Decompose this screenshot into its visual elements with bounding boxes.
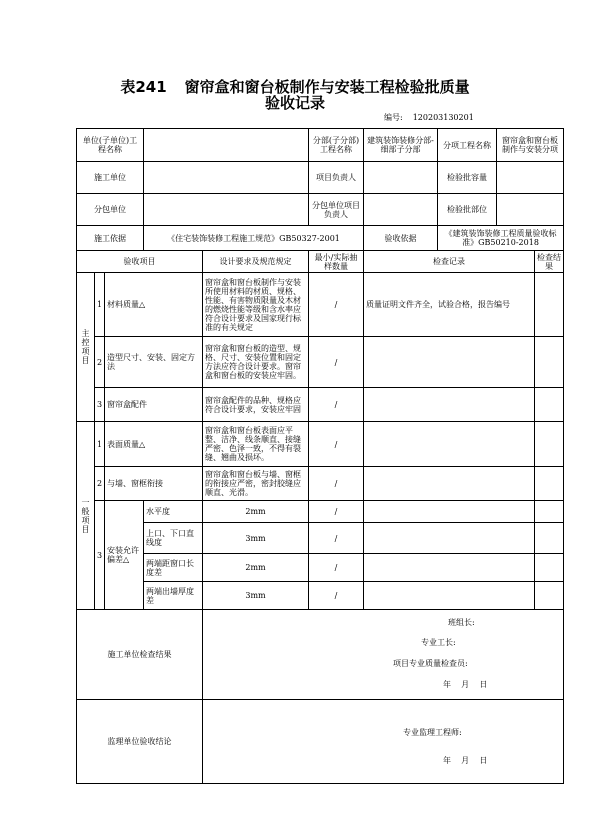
table-row-no: 3 bbox=[95, 388, 105, 422]
supervision-result-sign-area[interactable] bbox=[203, 700, 564, 784]
deviation-item-name: 上口、下口直线度 bbox=[144, 523, 203, 554]
table-row-sample[interactable]: / bbox=[309, 273, 364, 337]
inspector-label: 项目专业质量检查员: bbox=[393, 659, 468, 668]
table-row-result[interactable] bbox=[535, 337, 564, 388]
table-row-sample[interactable]: / bbox=[309, 337, 364, 388]
deviation-item-value: 3mm bbox=[203, 523, 309, 554]
table-row-no: 2 bbox=[95, 337, 105, 388]
construction-result-label: 施工单位检查结果 bbox=[77, 610, 203, 700]
table-row-no: 2 bbox=[95, 467, 105, 501]
deviation-no: 3 bbox=[95, 501, 105, 610]
table-row-result[interactable] bbox=[535, 273, 564, 337]
deviation-item-value: 2mm bbox=[203, 501, 309, 523]
deviation-item-sample[interactable]: / bbox=[309, 501, 364, 523]
subcontract-unit-label: 分包单位 bbox=[77, 194, 144, 226]
batch-capacity-label: 检验批容量 bbox=[438, 162, 497, 194]
supervision-result-label: 监理单位验收结论 bbox=[77, 700, 203, 784]
deviation-item-name: 两端距窗口长度差 bbox=[144, 554, 203, 582]
code-line bbox=[384, 112, 484, 123]
supervision-engineer-label: 专业监理工程师: bbox=[403, 728, 462, 737]
col-design-header: 设计要求及规范规定 bbox=[203, 251, 309, 273]
table-row-result[interactable] bbox=[535, 388, 564, 422]
construction-result-sign-area[interactable] bbox=[203, 610, 564, 700]
table-row-no: 1 bbox=[95, 422, 105, 467]
deviation-item-result[interactable] bbox=[535, 554, 564, 582]
project-leader-label: 项目负责人 bbox=[309, 162, 364, 194]
deviation-item-result[interactable] bbox=[535, 582, 564, 610]
table-row-sample[interactable]: / bbox=[309, 467, 364, 501]
general-items-label: 一般项目 bbox=[77, 422, 95, 610]
deviation-item-value: 2mm bbox=[203, 554, 309, 582]
basis-label: 施工依据 bbox=[77, 226, 144, 251]
batch-location-value[interactable] bbox=[497, 194, 564, 226]
table-row-result[interactable] bbox=[535, 467, 564, 501]
deviation-item-sample[interactable]: / bbox=[309, 554, 364, 582]
deviation-item-result[interactable] bbox=[535, 501, 564, 523]
table-row-name: 材料质量△ bbox=[105, 273, 203, 337]
deviation-item-sample[interactable]: / bbox=[309, 523, 364, 554]
subcontract-leader-label: 分包单位项目负责人 bbox=[309, 194, 364, 226]
main-control-label: 主控项目 bbox=[77, 273, 95, 422]
table-row-record[interactable] bbox=[364, 467, 535, 501]
code-value: 120203130201 bbox=[412, 113, 474, 122]
table-row-sample[interactable]: / bbox=[309, 422, 364, 467]
deviation-item-record[interactable] bbox=[364, 582, 535, 610]
table-row-spec: 窗帘盒和窗台板表面应平整、洁净、线条顺直、接缝严密、色泽一致，不得有裂缝、翘曲及损坏。 bbox=[203, 422, 309, 467]
deviation-item-result[interactable] bbox=[535, 523, 564, 554]
table-row-sample[interactable]: / bbox=[309, 388, 364, 422]
inspection-table bbox=[76, 128, 564, 784]
table-number: 表241 bbox=[120, 78, 167, 96]
col-record-header: 检查记录 bbox=[364, 251, 535, 273]
table-row-no: 1 bbox=[95, 273, 105, 337]
unit-name-value[interactable] bbox=[144, 129, 309, 162]
table-row-name: 与墙、窗框衔接 bbox=[105, 467, 203, 501]
supervision-date: 年 月 日 bbox=[443, 756, 488, 765]
table-row-spec: 窗帘盒和窗台板与墙、窗框的衔接应严密，密封胶缝应顺直、光滑。 bbox=[203, 467, 309, 501]
table-row-spec: 窗帘盒和窗台板的造型、规格、尺寸、安装位置和固定方法应符合设计要求。窗帘盒和窗台板的安装应牢固。 bbox=[203, 337, 309, 388]
deviation-item-record[interactable] bbox=[364, 501, 535, 523]
deviation-item-name: 水平度 bbox=[144, 501, 203, 523]
table-row-spec: 窗帘盒和窗台板制作与安装所使用材料的材质、规格、性能、有害物质限量及木材的燃烧性能等级和含水率应符合设计要求及国家现行标准的有关规定 bbox=[203, 273, 309, 337]
deviation-item-record[interactable] bbox=[364, 523, 535, 554]
table-row-name: 造型尺寸、安装、固定方法 bbox=[105, 337, 203, 388]
deviation-item-name: 两端出墙厚度差 bbox=[144, 582, 203, 610]
code-label: 编号: bbox=[384, 113, 403, 122]
table-row-name: 窗帘盒配件 bbox=[105, 388, 203, 422]
subcontract-unit-value[interactable] bbox=[144, 194, 309, 226]
batch-capacity-value[interactable] bbox=[497, 162, 564, 194]
team-leader-label: 班组长: bbox=[448, 618, 475, 627]
deviation-item-value: 3mm bbox=[203, 582, 309, 610]
sub-project-value: 建筑装饰装修分部-细部子分部 bbox=[364, 129, 438, 162]
table-row-spec: 窗帘盒配件的品种、规格应符合设计要求，安装应牢固 bbox=[203, 388, 309, 422]
accept-basis-label: 验收依据 bbox=[364, 226, 438, 251]
doc-title-line2: 验收记录 bbox=[264, 94, 325, 112]
project-leader-value[interactable] bbox=[364, 162, 438, 194]
accept-basis-value: 《建筑装饰装修工程质量验收标准》GB50210-2018 bbox=[438, 226, 564, 251]
construct-unit-label: 施工单位 bbox=[77, 162, 144, 194]
unit-name-label: 单位(子单位)工程名称 bbox=[77, 129, 144, 162]
table-row-record[interactable] bbox=[364, 388, 535, 422]
col-result-header: 检查结果 bbox=[535, 251, 564, 273]
batch-location-label: 检验批部位 bbox=[438, 194, 497, 226]
subcontract-leader-value[interactable] bbox=[364, 194, 438, 226]
deviation-item-record[interactable] bbox=[364, 554, 535, 582]
deviation-item-sample[interactable]: / bbox=[309, 582, 364, 610]
table-row-result[interactable] bbox=[535, 422, 564, 467]
table-row-name: 表面质量△ bbox=[105, 422, 203, 467]
item-project-label: 分项工程名称 bbox=[438, 129, 497, 162]
table-row-record[interactable]: 质量证明文件齐全，试验合格，报告编号 bbox=[364, 273, 535, 337]
item-project-value: 窗帘盒和窗台板制作与安装分项 bbox=[497, 129, 564, 162]
basis-value: 《住宅装饰装修工程施工规范》GB50327-2001 bbox=[144, 226, 364, 251]
col-item-header: 验收项目 bbox=[77, 251, 203, 273]
sub-project-label: 分部(子分部)工程名称 bbox=[309, 129, 364, 162]
construct-unit-value[interactable] bbox=[144, 162, 309, 194]
construction-date: 年 月 日 bbox=[443, 680, 488, 689]
table-row-record[interactable] bbox=[364, 337, 535, 388]
table-row-record[interactable] bbox=[364, 422, 535, 467]
col-sample-header: 最小/实际抽样数量 bbox=[309, 251, 364, 273]
title-text: 窗帘盒和窗台板制作与安装工程检验批质量 bbox=[184, 78, 470, 96]
foreman-label: 专业工长: bbox=[421, 638, 456, 647]
deviation-name: 安装允许偏差△ bbox=[105, 501, 144, 610]
